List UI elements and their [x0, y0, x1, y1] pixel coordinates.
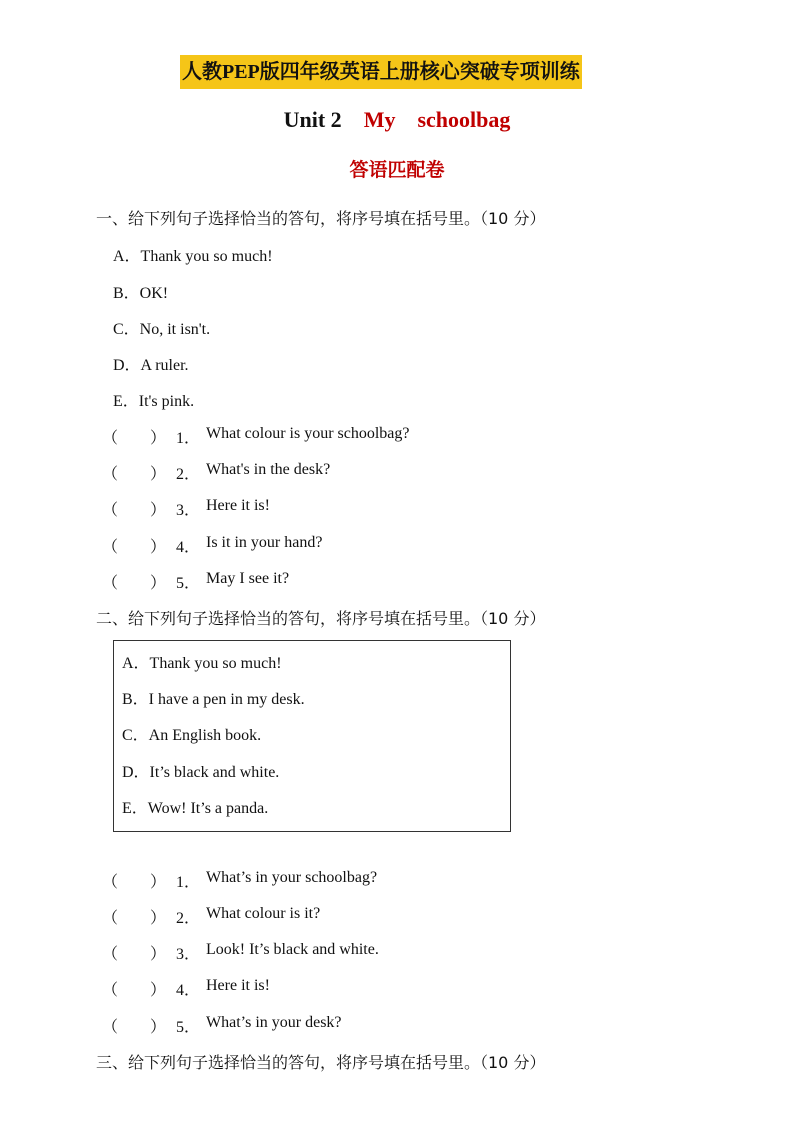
answer-blank[interactable]: （ ） — [102, 874, 167, 891]
question-number: 3． — [176, 946, 201, 963]
answer-blank[interactable]: （ ） — [102, 910, 167, 927]
section-1-question-4 — [102, 534, 322, 557]
question-text: What’s in your schoolbag? — [206, 869, 378, 886]
section-1-heading: 一、给下列句子选择恰当的答句，将序号填在括号里。（10 分） — [96, 209, 546, 228]
question-number: 2． — [176, 910, 201, 927]
section-2-heading: 二、给下列句子选择恰当的答句，将序号填在括号里。（10 分） — [96, 609, 546, 628]
answer-blank[interactable]: （ ） — [102, 466, 167, 483]
question-number: 5． — [176, 575, 201, 592]
question-number: 3． — [176, 502, 201, 519]
answer-blank[interactable]: （ ） — [102, 430, 167, 447]
section-2-option-c: C．An English book. — [122, 727, 262, 744]
question-text: What colour is your schoolbag? — [206, 425, 410, 442]
section-1-question-3 — [102, 497, 270, 520]
title-banner — [180, 55, 582, 89]
question-text: Here it is! — [206, 977, 270, 994]
section-2-option-a: A．Thank you so much! — [122, 655, 282, 672]
question-number: 4． — [176, 539, 201, 556]
section-2-option-b: B．I have a pen in my desk. — [122, 691, 305, 708]
question-text: May I see it? — [206, 570, 290, 587]
unit-title-word-2: schoolbag — [417, 107, 511, 132]
question-number: 1． — [176, 430, 201, 447]
unit-title-word-1: My — [363, 107, 396, 132]
question-number: 2． — [176, 466, 201, 483]
answer-blank[interactable]: （ ） — [102, 982, 167, 999]
answer-blank[interactable]: （ ） — [102, 539, 167, 556]
section-1-question-5 — [102, 570, 289, 593]
answer-blank[interactable]: （ ） — [102, 502, 167, 519]
banner-text: 人教PEP版四年级英语上册核心突破专项训练 — [180, 55, 582, 89]
answer-blank[interactable]: （ ） — [102, 946, 167, 963]
page-subtitle: 答语匹配卷 — [349, 159, 445, 181]
section-2-option-e: E．Wow! It’s a panda. — [122, 800, 269, 817]
section-1-option-d: D．A ruler. — [113, 357, 189, 374]
question-text: Here it is! — [206, 497, 270, 514]
section-2-options-box — [113, 640, 511, 832]
section-2-question-2 — [102, 905, 320, 928]
answer-blank[interactable]: （ ） — [102, 575, 167, 592]
section-2-question-3 — [102, 941, 379, 964]
section-1-question-1 — [102, 425, 410, 448]
question-text: What’s in your desk? — [206, 1014, 342, 1031]
section-2-option-d: D．It’s black and white. — [122, 764, 280, 781]
question-text: What's in the desk? — [206, 461, 331, 478]
section-1-option-a: A．Thank you so much! — [113, 248, 273, 265]
question-number: 4． — [176, 982, 201, 999]
section-1-question-2 — [102, 461, 330, 484]
section-2-question-4 — [102, 977, 270, 1000]
question-number: 5． — [176, 1019, 201, 1036]
question-number: 1． — [176, 874, 201, 891]
unit-label: Unit 2 — [283, 107, 342, 132]
section-1-option-c: C．No, it isn't. — [113, 321, 211, 338]
answer-blank[interactable]: （ ） — [102, 1019, 167, 1036]
question-text: Look! It’s black and white. — [206, 941, 379, 958]
section-1-option-b: B．OK! — [113, 285, 169, 302]
section-2-question-5 — [102, 1014, 342, 1037]
unit-title — [0, 107, 794, 133]
section-3-heading: 三、给下列句子选择恰当的答句，将序号填在括号里。（10 分） — [96, 1053, 546, 1072]
question-text: What colour is it? — [206, 905, 321, 922]
question-text: Is it in your hand? — [206, 534, 323, 551]
section-1-option-e: E．It's pink. — [113, 393, 195, 410]
section-2-question-1 — [102, 869, 377, 892]
